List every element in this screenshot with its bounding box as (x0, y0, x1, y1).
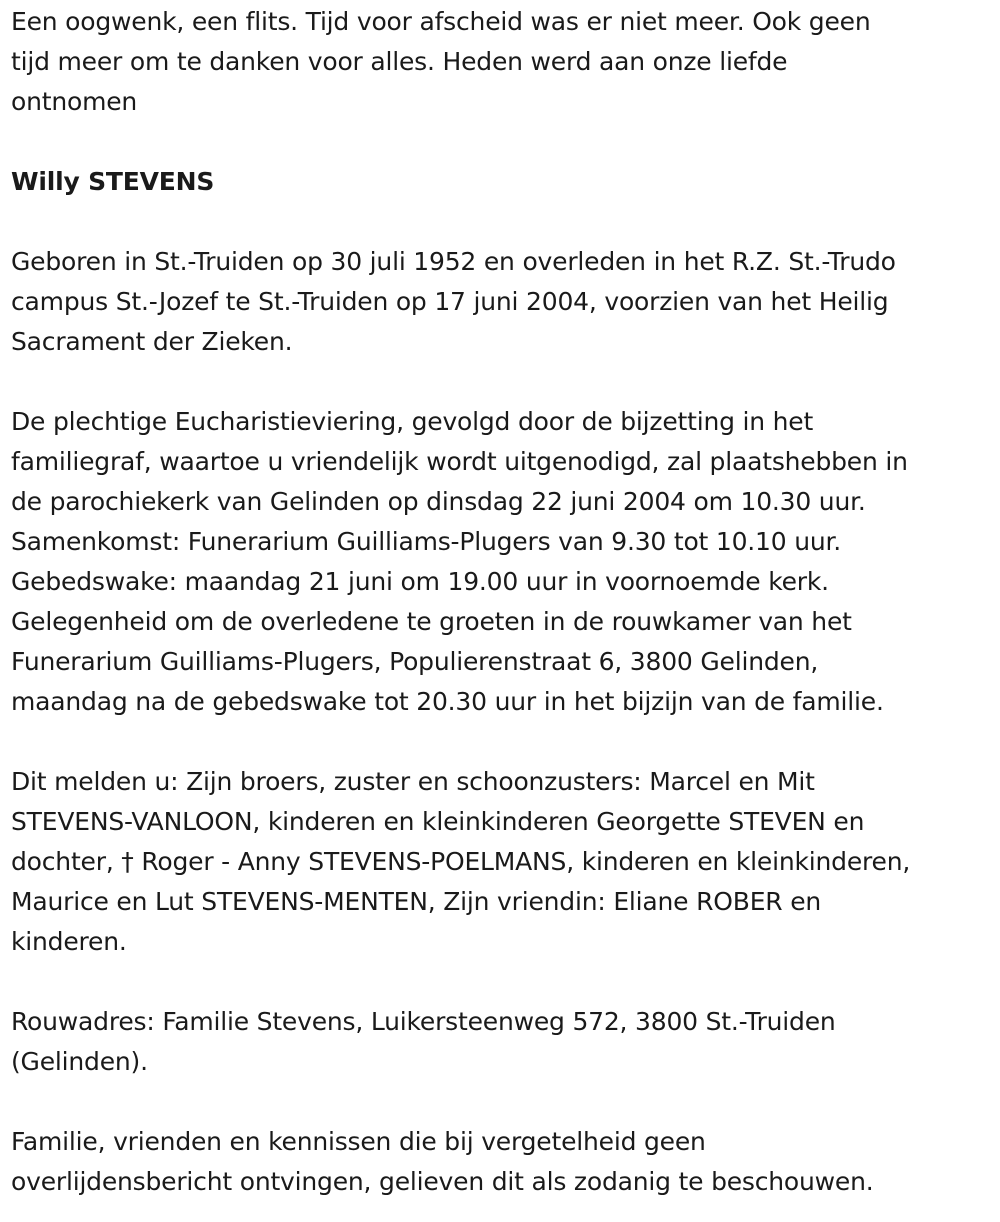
deceased-name: Willy STEVENS (11, 167, 215, 196)
ceremony-line: Funerarium Guilliams-Plugers, Populierenstraat 6, 3800 Gelinden, (11, 647, 819, 676)
intro-line: Een oogwenk, een flits. Tijd voor afscheid was er niet meer. Ook geen (11, 7, 871, 36)
intro-line: tijd meer om te danken voor alles. Heden werd aan onze liefde (11, 47, 788, 76)
closing-line: Familie, vrienden en kennissen die bij vergetelheid geen (11, 1127, 706, 1156)
ceremony-line: Gebedswake: maandag 21 juni om 19.00 uur in voornoemde kerk. (11, 567, 829, 596)
family-paragraph (11, 762, 989, 962)
family-line: dochter, † Roger - Anny STEVENS-POELMANS, kinderen en kleinkinderen, (11, 847, 911, 876)
birth-death-line: Geboren in St.-Truiden op 30 juli 1952 en overleden in het R.Z. St.-Trudo (11, 247, 896, 276)
family-line: STEVENS-VANLOON, kinderen en kleinkinderen Georgette STEVEN en (11, 807, 865, 836)
closing-line: overlijdensbericht ontvingen, gelieven dit als zodanig te beschouwen. (11, 1167, 874, 1196)
ceremony-line: maandag na de gebedswake tot 20.30 uur in het bijzijn van de familie. (11, 687, 884, 716)
birth-death-paragraph (11, 242, 989, 362)
ceremony-line: Samenkomst: Funerarium Guilliams-Plugers van 9.30 tot 10.10 uur. (11, 527, 842, 556)
closing-paragraph (11, 1122, 989, 1202)
address-paragraph (11, 1002, 989, 1082)
family-line: Dit melden u: Zijn broers, zuster en schoonzusters: Marcel en Mit (11, 767, 815, 796)
address-line: Rouwadres: Familie Stevens, Luikersteenweg 572, 3800 St.-Truiden (11, 1007, 836, 1036)
ceremony-line: De plechtige Eucharistieviering, gevolgd door de bijzetting in het (11, 407, 814, 436)
ceremony-line: familiegraf, waartoe u vriendelijk wordt uitgenodigd, zal plaatshebben in (11, 447, 908, 476)
intro-paragraph (11, 2, 989, 122)
birth-death-line: Sacrament der Zieken. (11, 327, 293, 356)
ceremony-line: Gelegenheid om de overledene te groeten in de rouwkamer van het (11, 607, 852, 636)
birth-death-line: campus St.-Jozef te St.-Truiden op 17 juni 2004, voorzien van het Heilig (11, 287, 889, 316)
address-line: (Gelinden). (11, 1047, 148, 1076)
intro-line: ontnomen (11, 87, 138, 116)
family-line: Maurice en Lut STEVENS-MENTEN, Zijn vriendin: Eliane ROBER en (11, 887, 822, 916)
family-line: kinderen. (11, 927, 127, 956)
ceremony-line: de parochiekerk van Gelinden op dinsdag 22 juni 2004 om 10.30 uur. (11, 487, 866, 516)
ceremony-paragraph (11, 402, 989, 722)
